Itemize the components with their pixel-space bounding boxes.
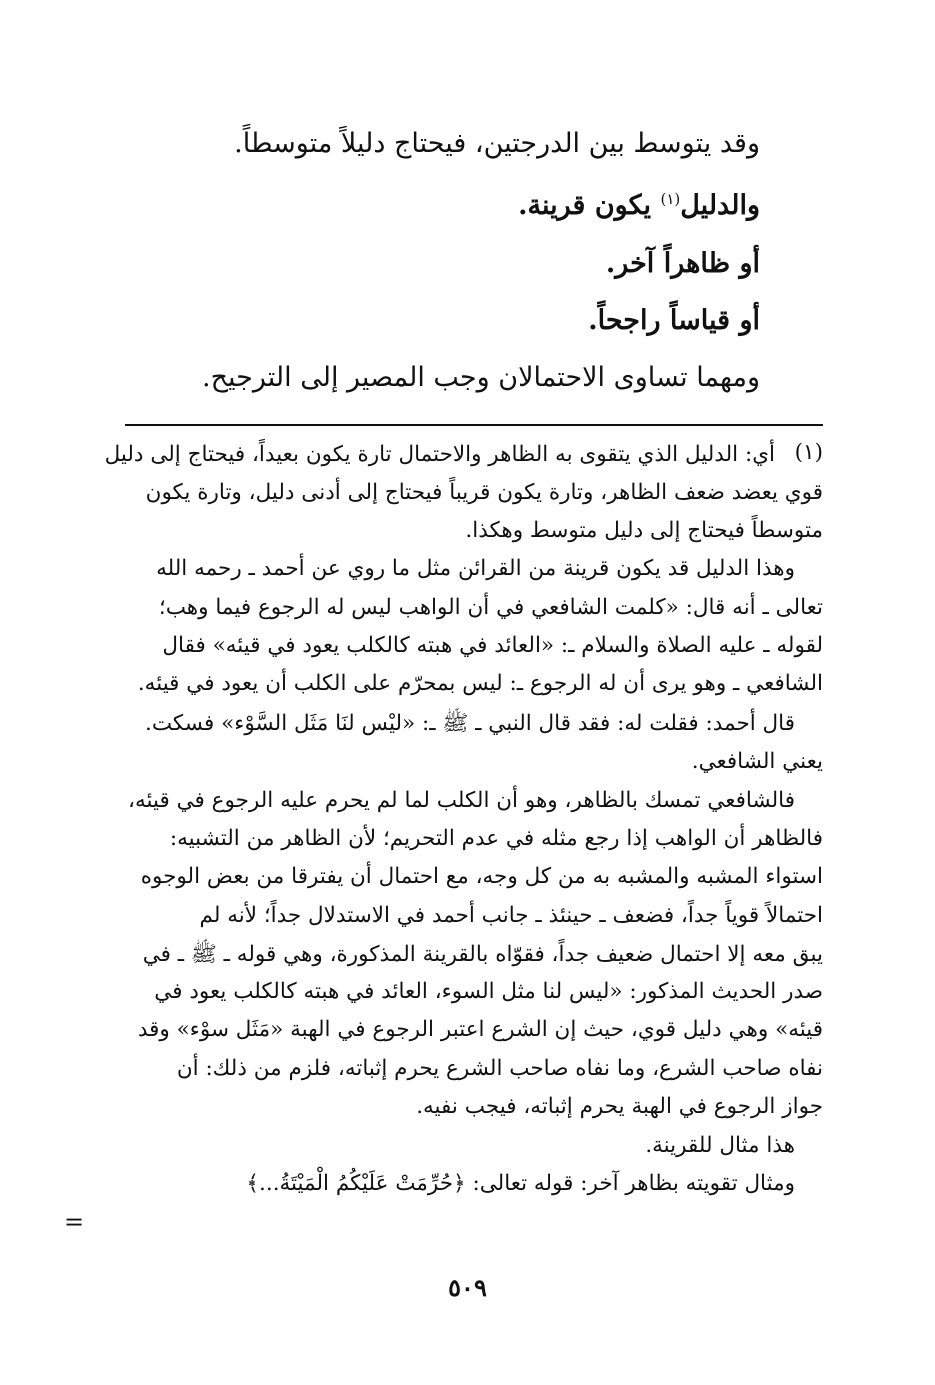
footnote-line: احتمالاً قوياً جداً، فضعف ـ حينئذ ـ جانب أحمد في الاستدلال جداً؛ لأنه لم [199, 903, 823, 928]
footnote-line: جواز الرجوع في الهبة يحرم إثباته، فيجب نفيه. [416, 1094, 823, 1119]
main-line-5: ومهما تساوى الاحتمالان وجب المصير إلى الترجيح. [202, 362, 760, 393]
footnote-line: يبق معه إلا احتمال ضعيف جداً، فقوّاه بالقرينة المذكورة، وهي قوله ـ ﷺ ـ في [142, 942, 823, 967]
footnote-ref: (١) [660, 190, 681, 208]
footnote-marker: (١) [794, 440, 823, 465]
footnote-line: قيئه» وهي دليل قوي، حيث إن الشرع اعتبر الرجوع في الهبة «مَثَل سوْء» وقد [137, 1017, 823, 1042]
main-line-2-a: والدليل [680, 190, 760, 221]
footnote-line: لقوله ـ عليه الصلاة والسلام ـ: «العائد في هبته كالكلب يعود في قيئه» فقال [162, 633, 823, 658]
footnote-line: أي: الدليل الذي يتقوى به الظاهر والاحتمال تارة يكون بعيداً، فيحتاج إلى دليل [104, 442, 775, 467]
continuation-mark: = [64, 1208, 85, 1236]
page-number: ٥٠٩ [448, 1273, 487, 1302]
footnote-line: متوسطاً فيحتاج إلى دليل متوسط وهكذا. [465, 518, 823, 543]
footnote-line: تعالى ـ أنه قال: «كلمت الشافعي في أن الواهب ليس له الرجوع فيما وهب؛ [158, 595, 823, 620]
footnote-line: يعني الشافعي. [691, 749, 823, 774]
main-line-1: وقد يتوسط بين الدرجتين، فيحتاج دليلاً متوسطاً. [234, 128, 760, 159]
footnote-line: فالشافعي تمسك بالظاهر، وهو أن الكلب لما لم يحرم عليه الرجوع في قيئه، [128, 788, 795, 813]
main-line-3: أو ظاهراً آخر. [605, 248, 760, 279]
footnote-line: ومثال تقويته بظاهر آخر: قوله تعالى: ﴿حُرِّمَتْ عَلَيْكُمُ الْمَيْتَةُ...﴾ [246, 1171, 795, 1196]
main-line-4: أو قياساً راجحاً. [588, 305, 760, 336]
footnote-line: وهذا الدليل قد يكون قرينة من القرائن مثل ما روي عن أحمد ـ رحمه الله [156, 556, 795, 581]
footnote-line: فالظاهر أن الواهب إذا رجع مثله في عدم التحريم؛ لأن الظاهر من التشبيه: [169, 826, 823, 851]
footnote-line: قوي يعضد ضعف الظاهر، وتارة يكون قريباً فيحتاج إلى أدنى دليل، وتارة يكون [145, 480, 823, 505]
main-line-2 [518, 190, 760, 221]
footnote-line: هذا مثال للقرينة. [645, 1133, 795, 1158]
footnote-line: صدر الحديث المذكور: «ليس لنا مثل السوء، العائد في هبته كالكلب يعود في [154, 979, 823, 1004]
footnote-separator [125, 424, 823, 426]
footnote-line: الشافعي ـ وهو يرى أن له الرجوع ـ: ليس بمحرّم على الكلب أن يعود في قيئه. [137, 671, 823, 696]
footnote-line: نفاه صاحب الشرع، وما نفاه صاحب الشرع يحرم إثباته، فلزم من ذلك: أن [176, 1056, 823, 1081]
main-line-2-b: يكون قرينة. [518, 190, 661, 221]
footnote-line: قال أحمد: فقلت له: فقد قال النبي ـ ﷺ ـ: «ليْس لنَا مَثَل السَّوْء» فسكت. [144, 711, 795, 736]
footnote-line: استواء المشبه والمشبه به من كل وجه، مع احتمال أن يفترقا من بعض الوجوه [140, 864, 823, 889]
